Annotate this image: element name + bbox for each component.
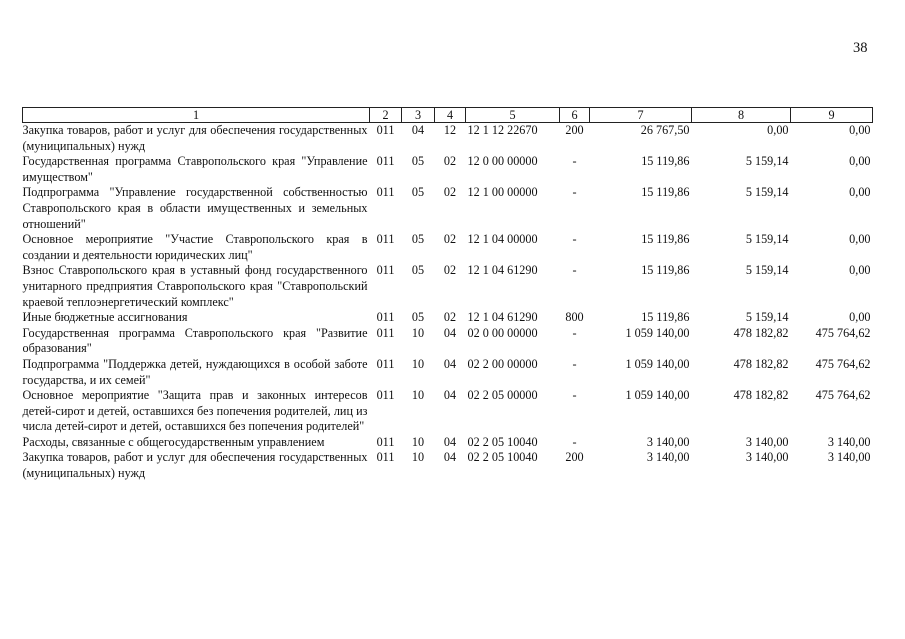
col-header-3: 3	[402, 108, 435, 123]
amount-col-8: 3 140,00	[745, 450, 789, 465]
minister-code: 011	[376, 434, 395, 449]
subsection-code: 02	[443, 232, 457, 247]
amount-col-8: 5 159,14	[745, 310, 789, 325]
target-article-code: 02 2 05 10040	[467, 434, 538, 449]
minister-code: 011	[376, 310, 395, 325]
subsection-code: 02	[443, 154, 457, 169]
amount-col-7: 15 119,86	[641, 310, 690, 325]
row-name: Закупка товаров, работ и услуг для обеспечения государственных (муниципальных) нужд	[22, 123, 368, 153]
amount-col-9: 475 764,62	[815, 388, 871, 403]
amount-col-9: 0,00	[849, 310, 871, 325]
amount-col-8: 478 182,82	[733, 356, 789, 371]
amount-col-8: 0,00	[767, 123, 789, 137]
subsection-code: 04	[443, 434, 457, 449]
amount-col-7: 1 059 140,00	[625, 388, 690, 403]
row-name: Взнос Ставропольского края в уставный фонд государственного унитарного предприятия Ставропольского края "Ставропольский краевой теплоэнергетический комплекс"	[22, 263, 368, 309]
row-name: Подпрограмма "Управление государственной собственностью Ставропольского края в области имущественных и земельных отношений"	[22, 185, 368, 231]
minister-code: 011	[376, 123, 395, 137]
header-row	[23, 108, 873, 123]
amount-col-7: 15 119,86	[641, 154, 690, 169]
row-name: Государственная программа Ставропольского края "Управление имуществом"	[22, 154, 368, 184]
section-code: 10	[411, 325, 425, 340]
section-code: 10	[411, 434, 425, 449]
col-header-5: 5	[466, 108, 560, 123]
subsection-code: 04	[443, 450, 457, 465]
section-code: 05	[411, 263, 425, 278]
expense-type-code: 200	[565, 450, 584, 465]
table-row	[23, 185, 873, 232]
amount-col-7: 15 119,86	[641, 185, 690, 200]
col-header-7: 7	[590, 108, 692, 123]
section-code: 05	[411, 232, 425, 247]
expense-type-code: -	[572, 154, 577, 169]
expense-type-code: 800	[565, 310, 584, 325]
target-article-code: 12 1 04 00000	[467, 232, 538, 247]
table-row	[23, 154, 873, 185]
col-header-8: 8	[692, 108, 791, 123]
table-row	[23, 357, 873, 388]
minister-code: 011	[376, 388, 395, 403]
amount-col-7: 15 119,86	[641, 232, 690, 247]
row-name: Закупка товаров, работ и услуг для обеспечения государственных (муниципальных) нужд	[22, 450, 368, 481]
minister-code: 011	[376, 263, 395, 278]
table-row	[23, 123, 873, 155]
amount-col-8: 478 182,82	[733, 325, 789, 340]
expense-type-code: 200	[565, 123, 584, 137]
row-name: Подпрограмма "Поддержка детей, нуждающихся в особой заботе государства, и их семей"	[22, 356, 368, 387]
page-number: 38	[853, 40, 868, 56]
table-row	[23, 232, 873, 263]
minister-code: 011	[376, 232, 395, 247]
row-name: Расходы, связанные с общегосударственным управлением	[22, 434, 325, 449]
amount-col-7: 1 059 140,00	[625, 325, 690, 340]
expense-type-code: -	[572, 263, 577, 278]
amount-col-9: 0,00	[849, 185, 871, 200]
amount-col-9: 475 764,62	[815, 356, 871, 371]
expense-type-code: -	[572, 356, 577, 371]
expense-type-code: -	[572, 185, 577, 200]
amount-col-9: 475 764,62	[815, 325, 871, 340]
row-name: Иные бюджетные ассигнования	[22, 310, 188, 325]
amount-col-7: 15 119,86	[641, 263, 690, 278]
subsection-code: 12	[443, 123, 457, 137]
minister-code: 011	[376, 450, 395, 465]
table-row	[23, 326, 873, 357]
expense-type-code: -	[572, 434, 577, 449]
subsection-code: 04	[443, 356, 457, 371]
table-row	[23, 310, 873, 326]
amount-col-7: 3 140,00	[646, 450, 690, 465]
table-row	[23, 435, 873, 451]
col-header-6: 6	[560, 108, 590, 123]
row-name: Основное мероприятие "Участие Ставропольского края в создании и деятельности юридических лиц"	[22, 232, 368, 262]
amount-col-8: 5 159,14	[745, 263, 789, 278]
col-header-4: 4	[435, 108, 466, 123]
amount-col-9: 3 140,00	[827, 434, 871, 449]
col-header-2: 2	[370, 108, 402, 123]
amount-col-7: 26 767,50	[640, 123, 690, 137]
amount-col-9: 0,00	[849, 154, 871, 169]
expense-type-code: -	[572, 325, 577, 340]
budget-table	[22, 107, 873, 482]
section-code: 10	[411, 450, 425, 465]
target-article-code: 02 2 05 00000	[467, 388, 538, 403]
amount-col-8: 5 159,14	[745, 232, 789, 247]
subsection-code: 02	[443, 310, 457, 325]
target-article-code: 12 1 12 22670	[467, 123, 538, 137]
target-article-code: 02 2 00 00000	[467, 356, 538, 371]
subsection-code: 02	[443, 185, 457, 200]
minister-code: 011	[376, 185, 395, 200]
amount-col-8: 5 159,14	[745, 154, 789, 169]
expense-type-code: -	[572, 232, 577, 247]
subsection-code: 04	[443, 388, 457, 403]
table-row	[23, 450, 873, 481]
expense-type-code: -	[572, 388, 577, 403]
target-article-code: 02 0 00 00000	[467, 325, 538, 340]
subsection-code: 02	[443, 263, 457, 278]
target-article-code: 12 1 00 00000	[467, 185, 538, 200]
minister-code: 011	[376, 325, 395, 340]
col-header-9: 9	[791, 108, 873, 123]
amount-col-9: 3 140,00	[827, 450, 871, 465]
amount-col-7: 1 059 140,00	[625, 356, 690, 371]
section-code: 05	[411, 185, 425, 200]
section-code: 04	[411, 123, 425, 137]
section-code: 05	[411, 310, 425, 325]
table-row	[23, 388, 873, 435]
amount-col-9: 0,00	[849, 232, 871, 247]
target-article-code: 12 1 04 61290	[467, 263, 538, 278]
amount-col-7: 3 140,00	[646, 434, 690, 449]
col-header-1: 1	[23, 108, 370, 123]
amount-col-8: 478 182,82	[733, 388, 789, 403]
target-article-code: 02 2 05 10040	[467, 450, 538, 465]
subsection-code: 04	[443, 325, 457, 340]
amount-col-9: 0,00	[849, 123, 871, 137]
target-article-code: 12 1 04 61290	[467, 310, 538, 325]
amount-col-9: 0,00	[849, 263, 871, 278]
section-code: 10	[411, 356, 425, 371]
amount-col-8: 5 159,14	[745, 185, 789, 200]
section-code: 10	[411, 388, 425, 403]
minister-code: 011	[376, 356, 395, 371]
section-code: 05	[411, 154, 425, 169]
minister-code: 011	[376, 154, 395, 169]
target-article-code: 12 0 00 00000	[467, 154, 538, 169]
table-row	[23, 263, 873, 310]
row-name: Государственная программа Ставропольского края "Развитие образования"	[22, 325, 368, 356]
amount-col-8: 3 140,00	[745, 434, 789, 449]
row-name: Основное мероприятие "Защита прав и законных интересов детей-сирот и детей, оставшихся без попечения родителей, лиц из числа детей-сирот и детей, оставшихся без попечения родителей"	[22, 388, 368, 434]
